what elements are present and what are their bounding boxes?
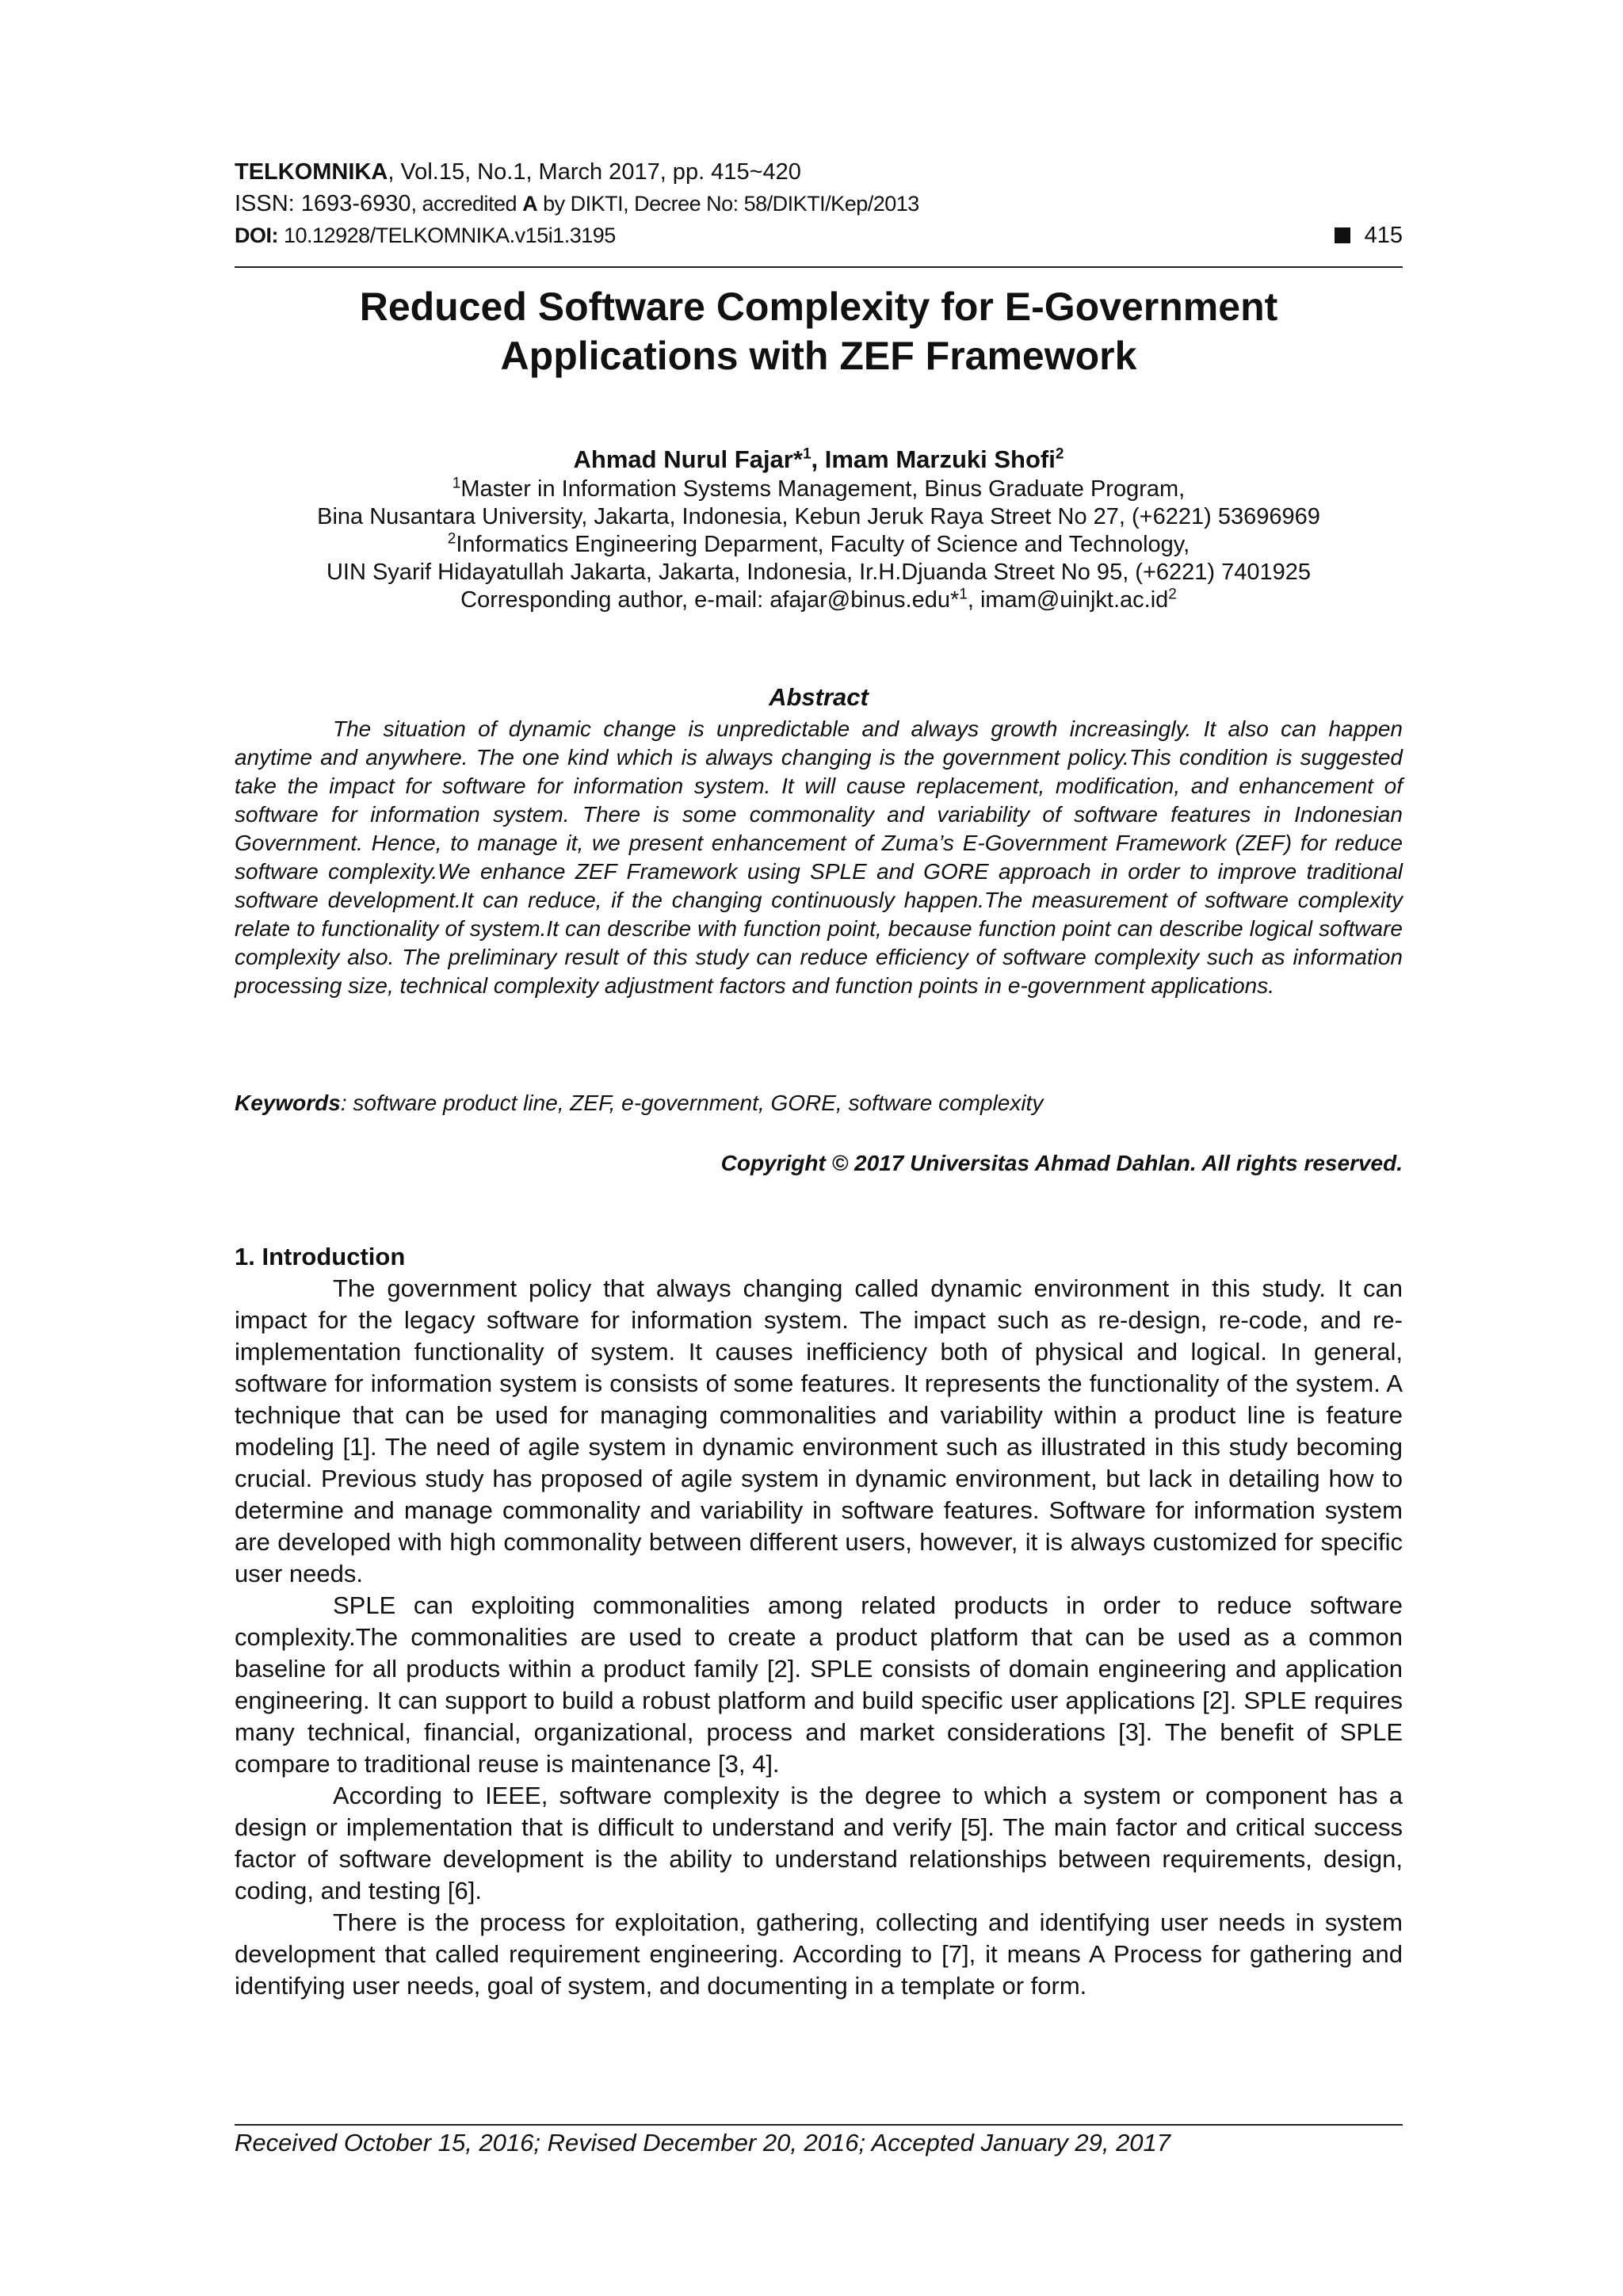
author-2-affil: 2 [1055, 445, 1064, 463]
affiliation-1-line-2: Bina Nusantara University, Jakarta, Indonesia, Kebun Jeruk Raya Street No 27, (+6221) 53696969 [317, 504, 1320, 529]
affiliation-1-sup: 1 [452, 475, 461, 492]
paragraph: There is the process for exploitation, gathering, collecting and identifying user needs in system development that called requirement engineering. According to [7], it means A Process for gathering and identifying user needs, goal of system, and documenting in a template or form. [235, 1908, 1403, 2000]
copyright-notice: Copyright © 2017 Universitas Ahmad Dahlan. All rights reserved. [720, 1151, 1403, 1175]
title-line-2: Applications with ZEF Framework [500, 334, 1137, 378]
accreditation-post: by DIKTI, Decree No: 58/DIKTI/Kep/2013 [537, 192, 919, 216]
journal-header-line2 [235, 189, 1403, 219]
journal-name: TELKOMNIKA [235, 159, 388, 185]
corresponding-sup-1: 1 [959, 586, 968, 603]
abstract-heading: Abstract [769, 683, 869, 711]
page-number: 415 [1364, 223, 1403, 248]
affiliation-1-line-1 [235, 476, 1403, 503]
keywords [235, 1089, 1403, 1117]
paragraph: SPLE can exploiting commonalities among related products in order to reduce software complexity.The commonalities are used to create a product platform that can be used as a common baseline for all products within a product family [2]. SPLE consists of domain engineering and application engineering. It can support to build a robust platform and build specific user applications [2]. SPLE requires many technical, financial, organizational, process and market considerations [3]. The benefit of SPLE compare to traditional reuse is maintenance [3, 4]. [235, 1591, 1403, 1778]
accreditation-pre: , accredited [411, 192, 523, 216]
abstract-text: The situation of dynamic change is unpredictable and always growth increasingly. It also can happen anytime and anywhere. The one kind which is always changing is the government policy.This condition is suggested take the impact for software for information system. It will cause replacement, modification, and enhancement of software for information system. There is some commonality and variability of software features in Indonesian Government. Hence, to manage it, we present enhancement of Zuma’s E-Government Framework (ZEF) for reduce software complexity.We enhance ZEF Framework using SPLE and GORE approach in order to improve traditional software development.It can reduce, if the changing continuously happen.The measurement of software complexity relate to functionality of system.It can describe with function point, because function point can describe logical software complexity also. The preliminary result of this study can reduce efficiency of software complexity such as information processing size, technical complexity adjustment factors and function points in e-government applications. [235, 716, 1403, 998]
square-bullet-icon [1335, 227, 1350, 243]
paragraph: The government policy that always changing called dynamic environment in this study. It can impact for the legacy software for information system. The impact such as re-design, re-code, and re-implementation functionality of system. It causes inefficiency both of physical and logical. In general, software for information system is consists of some features. It represents the functionality of the system. A technique that can be used for managing commonalities and variability within a product line is feature modeling [1]. The need of agile system in dynamic environment such as illustrated in this study becoming crucial. Previous study has proposed of agile system in dynamic environment, but lack in detailing how to determine and manage commonality and variability in software features. Software for information system are developed with high commonality between different users, however, it is always customized for specific user needs. [235, 1274, 1403, 1587]
affiliation-2-line-2: UIN Syarif Hidayatullah Jakarta, Jakarta, Indonesia, Ir.H.Djuanda Street No 95, (+6221) 7401925 [326, 560, 1312, 585]
affiliation-2-text: Informatics Engineering Deparment, Faculty of Science and Technology, [456, 532, 1190, 557]
section-heading-introduction: 1. Introduction [235, 1243, 406, 1270]
title-line-1: Reduced Software Complexity for E-Government [359, 285, 1278, 329]
introduction-body [235, 1273, 1403, 2002]
keywords-text: : software product line, ZEF, e-government, GORE, software complexity [340, 1091, 1044, 1115]
doi-label: DOI: [235, 223, 278, 247]
received-dates: Received October 15, 2016; Revised December 20, 2016; Accepted January 29, 2017 [235, 2129, 1171, 2157]
accreditation-grade: A [522, 192, 538, 216]
journal-header-line1 [235, 157, 1403, 187]
doi-line [235, 220, 616, 250]
affiliation-1-text: Master in Information Systems Management, Binus Graduate Program, [460, 476, 1186, 502]
paper-title [235, 282, 1403, 380]
page-number-group [1335, 220, 1403, 250]
author-2: Imam Marzuki Shofi [824, 445, 1056, 473]
author-list [235, 444, 1403, 476]
keywords-label: Keywords [235, 1091, 341, 1115]
corresponding-author [235, 586, 1403, 614]
header-rule [235, 266, 1403, 268]
doi-value: 10.12928/TELKOMNIKA.v15i1.3195 [278, 223, 616, 247]
volume-info: , Vol.15, No.1, March 2017, pp. 415~420 [388, 159, 801, 185]
author-separator: , [811, 445, 825, 473]
corresponding-sup-2: 2 [1168, 586, 1177, 603]
issn: ISSN: 1693-6930 [235, 191, 411, 216]
corresponding-email-1: Corresponding author, e-mail: afajar@binus.edu* [460, 587, 960, 613]
author-1-affil: 1 [802, 445, 812, 463]
affiliations [235, 476, 1403, 614]
corresponding-email-2: , imam@uinjkt.ac.id [967, 587, 1169, 613]
footer-rule [235, 2124, 1403, 2126]
paragraph: According to IEEE, software complexity is the degree to which a system or component has a design or implementation that is difficult to understand and verify [5]. The main factor and critical success factor of software development is the ability to understand relationships between requirements, design, coding, and testing [6]. [235, 1782, 1403, 1904]
affiliation-2-sup: 2 [447, 530, 456, 548]
author-1: Ahmad Nurul Fajar* [573, 445, 803, 473]
affiliation-2-line-1 [235, 531, 1403, 559]
journal-header-line3 [235, 220, 1403, 250]
